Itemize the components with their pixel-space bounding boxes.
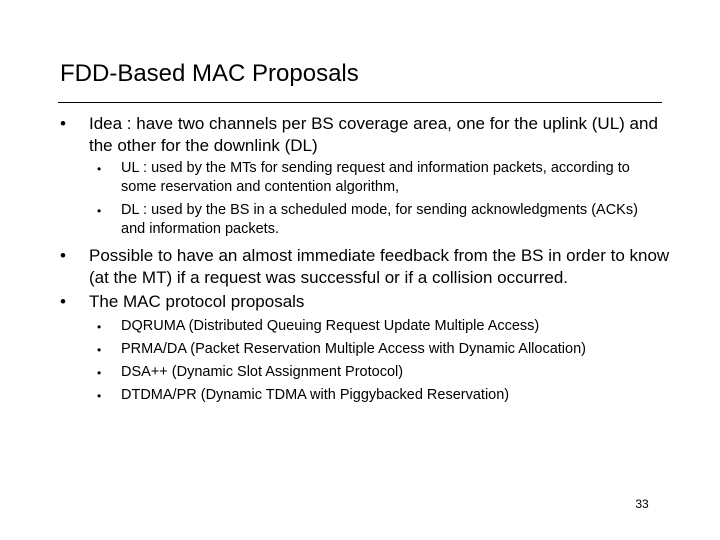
sub-bullet-marker: •	[97, 366, 102, 380]
sub-bullet-marker: •	[97, 162, 102, 176]
sub-bullet-marker: •	[97, 320, 102, 334]
slide-title: FDD-Based MAC Proposals	[60, 60, 359, 87]
sub-bullet-marker: •	[97, 204, 102, 218]
bullet-proposals-text: The MAC protocol proposals	[89, 292, 305, 311]
sub-bullet-prma-text: PRMA/DA (Packet Reservation Multiple Access with Dynamic Allocation)	[121, 341, 586, 357]
sub-bullet-marker: •	[97, 389, 102, 403]
bullet-marker: •	[60, 114, 66, 133]
sub-bullet-dtdma-text: DTDMA/PR (Dynamic TDMA with Piggybacked Reservation)	[121, 387, 510, 403]
bullet-idea-text: Idea : have two channels per BS coverage area, one for the uplink (UL) and the other for the downlink (DL)	[89, 114, 658, 155]
bullet-marker: •	[60, 246, 66, 265]
bullet-marker: •	[60, 292, 66, 311]
sub-bullet-dsa-text: DSA++ (Dynamic Slot Assignment Protocol)	[121, 364, 404, 380]
sub-bullet-dl-text: DL : used by the BS in a scheduled mode, for sending acknowledgments (ACKs) and information packets.	[121, 202, 638, 237]
sub-bullet-dqruma-text: DQRUMA (Distributed Queuing Request Update Multiple Access)	[121, 318, 540, 334]
bullet-feedback-text: Possible to have an almost immediate feedback from the BS in order to know (at the MT) if a request was successful or if a collision occurred.	[89, 246, 670, 287]
title-underline	[58, 102, 662, 103]
page-number: 33	[635, 497, 649, 511]
sub-bullet-ul-text: UL : used by the MTs for sending request and information packets, according to some reservation and contention algorithm,	[121, 160, 630, 195]
sub-bullet-marker: •	[97, 343, 102, 357]
